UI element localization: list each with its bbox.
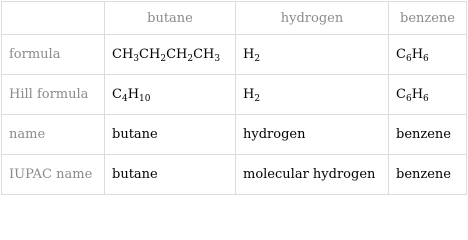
compound-comparison-table (1, 1, 467, 195)
row-label: name (2, 115, 105, 155)
row-label: formula (2, 35, 105, 75)
table-corner-cell (2, 2, 105, 35)
chemical-formula: $H_2$ (243, 87, 261, 104)
formula-cell (105, 75, 236, 115)
formula-cell (389, 75, 467, 115)
column-header: hydrogen (236, 2, 389, 35)
row-label: IUPAC name (2, 155, 105, 195)
chemical-formula: $C_6H_6$ (396, 87, 429, 104)
chemical-formula: $C_6H_6$ (396, 47, 429, 64)
column-header: butane (105, 2, 236, 35)
table-row (2, 35, 467, 75)
formula-cell (105, 35, 236, 75)
chemical-formula: $C_4H_{10}$ (112, 87, 151, 104)
column-header: benzene (389, 2, 467, 35)
table-cell: molecular hydrogen (236, 155, 389, 195)
table-cell: benzene (389, 115, 467, 155)
table-header-row (2, 2, 467, 35)
table-row (2, 115, 467, 155)
chemical-formula: $CH_3CH_2CH_2CH_3$ (112, 47, 221, 64)
formula-cell (389, 35, 467, 75)
table-cell: benzene (389, 155, 467, 195)
table-row (2, 155, 467, 195)
table-cell: hydrogen (236, 115, 389, 155)
table-cell: butane (105, 155, 236, 195)
chemical-formula: $H_2$ (243, 47, 261, 64)
table-row (2, 75, 467, 115)
table-cell: butane (105, 115, 236, 155)
formula-cell (236, 75, 389, 115)
row-label: Hill formula (2, 75, 105, 115)
formula-cell (236, 35, 389, 75)
